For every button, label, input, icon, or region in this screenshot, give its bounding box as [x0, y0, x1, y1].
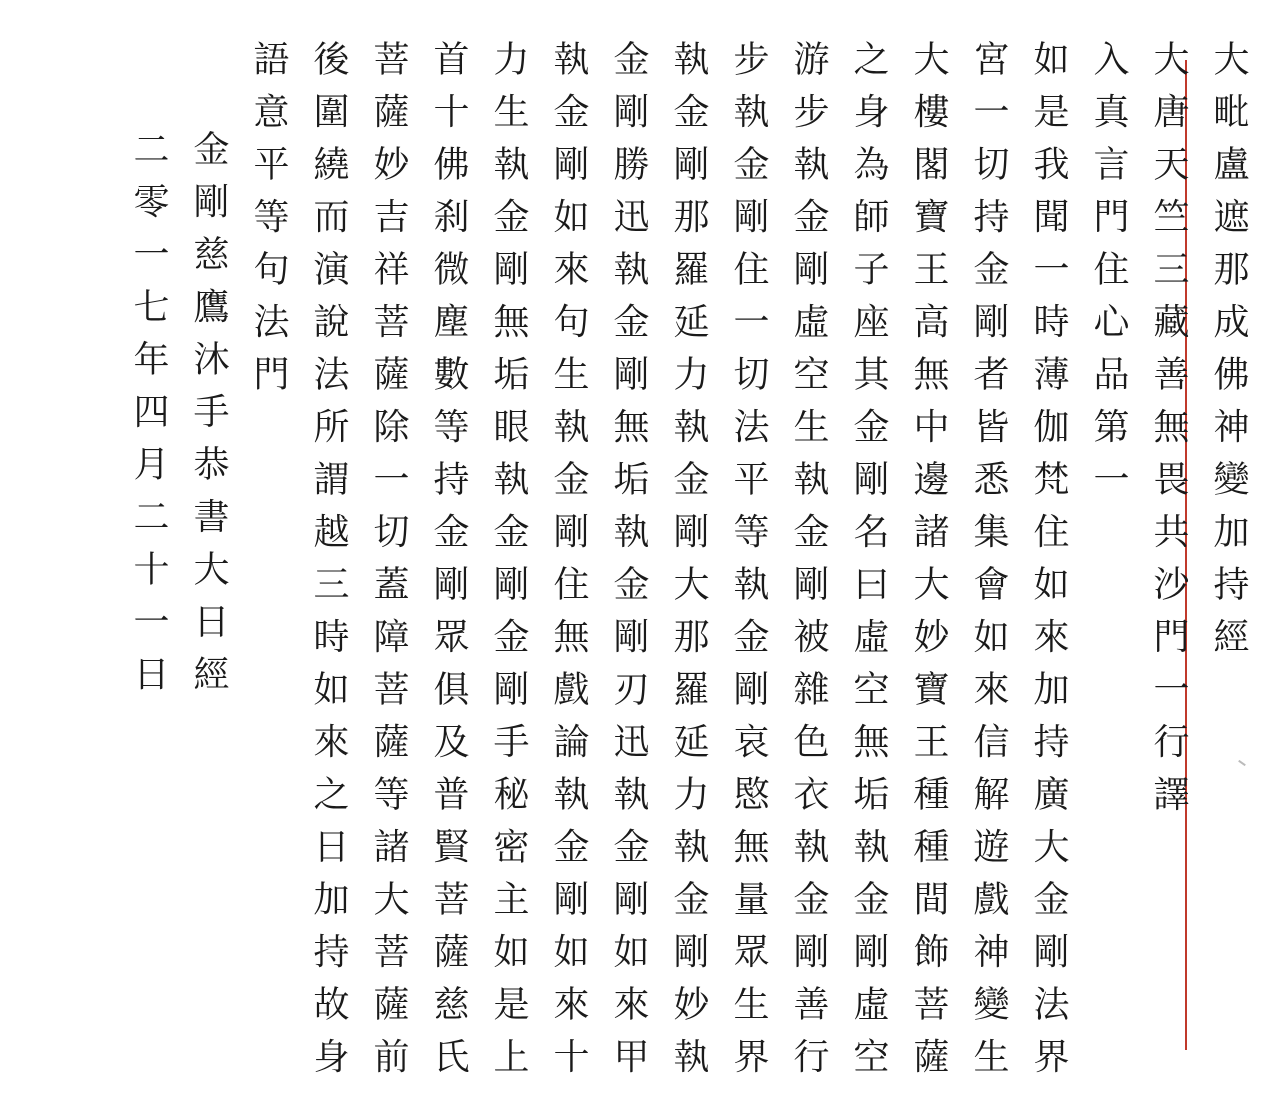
body-column: 菩薩妙吉祥菩薩除一切蓋障菩薩等諸大菩薩前 — [368, 40, 409, 1090]
colophon-date: 二零一七年四月二十一日 — [128, 130, 169, 708]
body-column: 後圍繞而演說法所謂越三時如來之日加持故身 — [308, 40, 349, 1090]
calligrapher-signature: 金剛慈鷹沐手恭書大日經 — [188, 130, 229, 708]
body-column: 語意平等句法門 — [248, 40, 289, 408]
body-column: 首十佛刹微塵數等持金剛眾俱及普賢菩薩慈氏 — [428, 40, 469, 1090]
body-column: 如是我聞一時薄伽梵住如來加持廣大金剛法界 — [1028, 40, 1069, 1090]
body-column: 宮一切持金剛者皆悉集會如來信解遊戲神變生 — [968, 40, 1009, 1090]
body-column: 執金剛那羅延力執金剛大那羅延力執金剛妙執 — [668, 40, 709, 1090]
body-column: 金剛勝迅執金剛無垢執金剛刃迅執金剛如來甲 — [608, 40, 649, 1090]
body-column: 步執金剛住一切法平等執金剛哀愍無量眾生界 — [728, 40, 769, 1090]
body-column: 游步執金剛虛空生執金剛被雜色衣執金剛善行 — [788, 40, 829, 1090]
body-column: 力生執金剛無垢眼執金剛金剛手秘密主如是上 — [488, 40, 529, 1090]
body-column: 執金剛如來句生執金剛住無戲論執金剛如來十 — [548, 40, 589, 1090]
chapter-title: 入真言門住心品第一 — [1088, 40, 1129, 513]
paper-speck — [1238, 760, 1246, 766]
translator-line: 大唐天竺三藏善無畏共沙門一行譯 — [1148, 40, 1189, 828]
sutra-title: 大毗盧遮那成佛神變加持經 — [1208, 40, 1249, 670]
body-column: 之身為師子座其金剛名曰虛空無垢執金剛虛空 — [848, 40, 889, 1090]
body-column: 大樓閣寶王高無中邊諸大妙寶王種種間飾菩薩 — [908, 40, 949, 1090]
